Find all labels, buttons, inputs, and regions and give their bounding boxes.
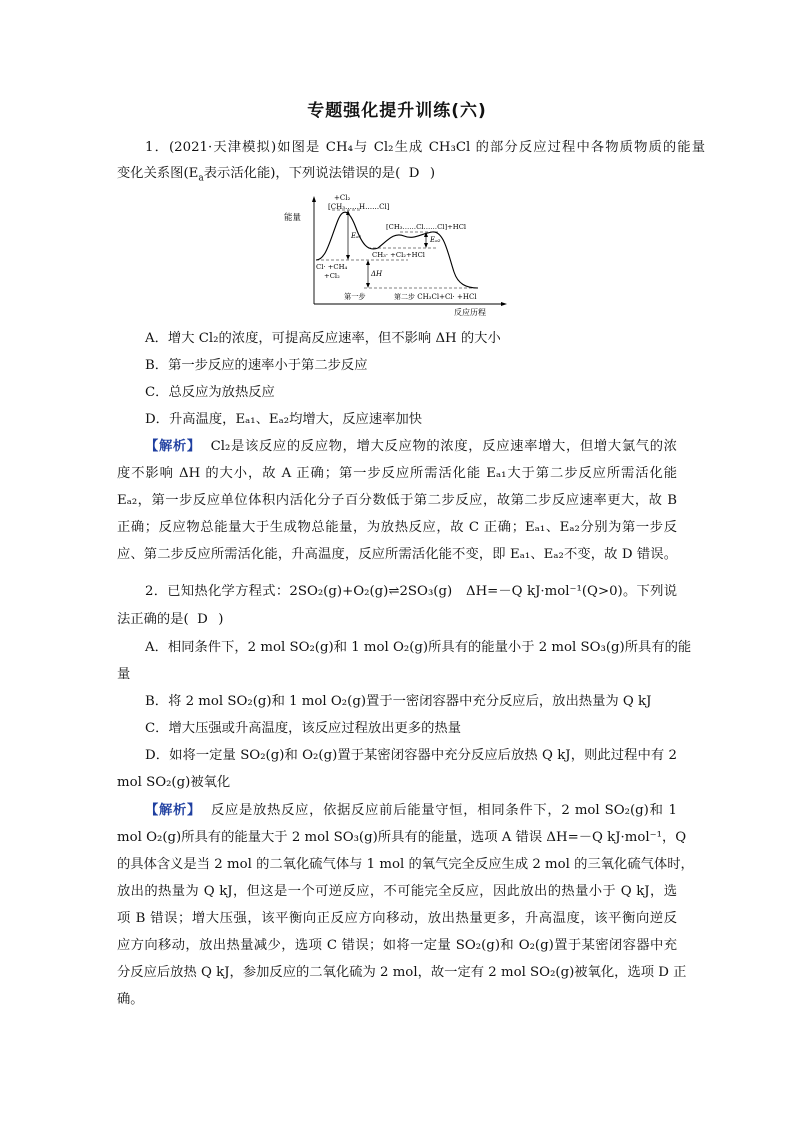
q1-stem-text-2: 表示活化能)，下列说法错误的是( — [203, 166, 401, 181]
q1-stem-line1: 1．(2021·天津模拟)如图是 CH₄与 Cl₂生成 CH₃Cl 的部分反应过程中各物质物质的能量 — [145, 140, 705, 155]
q2-analysis-text: 反应是放热反应，依据反应前后能量守恒，相同条件下，2 mol SO₂(g)和 1 — [210, 803, 677, 818]
q2-option-d-line1: D．如将一定量 SO₂(g)和 O₂(g)置于某密闭容器中充分反应后放热 Q kJ，则此过程中有 2 — [145, 748, 677, 763]
q1-answer: D — [408, 166, 422, 181]
ea2-label: Eₐ₂ — [430, 236, 441, 244]
q2-answer: D — [197, 612, 210, 627]
reactants-label-2: +Cl₂ — [324, 272, 340, 280]
q1-analysis-text: Cl₂是该反应的反应物，增大反应物的浓度，反应速率增大，但增大氯气的浓 — [210, 439, 677, 454]
q1-analysis-line1 — [145, 438, 677, 456]
q1-stem-text: 变化关系图(E — [117, 166, 199, 181]
step2-label: 第二步 CH₃Cl+Cl· +HCl — [394, 293, 477, 301]
q1-option-d: D．升高温度，Eₐ₁、Eₐ₂均增大，反应速率加快 — [145, 412, 423, 427]
q2-analysis-line1 — [145, 802, 677, 820]
q1-close-paren: ) — [429, 166, 436, 181]
q1-option-c: C．总反应为放热反应 — [145, 385, 275, 400]
q1-option-b: B．第一步反应的速率小于第二步反应 — [145, 358, 368, 373]
ts1-top-label: +Cl₂ — [334, 194, 351, 202]
q2-option-d-line2: mol SO₂(g)被氧化 — [117, 775, 231, 790]
q2-stem-text: 法正确的是( — [117, 612, 189, 627]
y-axis-arrow — [312, 196, 316, 202]
q2-option-c: C．增大压强或升高温度，该反应过程放出更多的热量 — [145, 721, 462, 736]
q1-analysis-tag: 【解析】 — [145, 439, 201, 454]
q2-option-a-line1: A．相同条件下，2 mol SO₂(g)和 1 mol O₂(g)所具有的能量小于 2 mol SO₃(g)所具有的能 — [145, 640, 692, 655]
q2-analysis-line8: 确。 — [117, 992, 144, 1007]
q2-close-paren: ) — [218, 612, 224, 627]
q2-analysis-line7: 分反应后放热 Q kJ，参加反应的二氧化硫为 2 mol，故一定有 2 mol SO₂(g)被氧化，选项 D 正 — [117, 965, 687, 980]
q2-stem-line2 — [117, 611, 223, 629]
intermediate-label: CH₃· +Cl₂+HCl — [372, 251, 425, 259]
ts1-label: [CH₃……H……Cl] — [328, 203, 390, 211]
q2-option-b: B．将 2 mol SO₂(g)和 1 mol O₂(g)置于一密闭容器中充分反应后，放出热量为 Q kJ — [145, 694, 652, 709]
q2-option-a-line2: 量 — [117, 667, 131, 682]
q1-analysis-line5: 应、第二步反应所需活化能，升高温度，反应所需活化能不变，即 Eₐ₁、Eₐ₂不变，故 D 错误。 — [117, 547, 677, 562]
q1-stem-line2 — [117, 165, 435, 183]
q2-analysis-line2: mol O₂(g)所具有的能量大于 2 mol SO₃(g)所具有的能量，选项 A 错误 ΔH=－Q kJ·mol⁻¹，Q — [117, 830, 687, 845]
q2-analysis-line6: 应方向移动，放出热量减少，选项 C 错误；如将一定量 SO₂(g)和 O₂(g)置于某密闭容器中充 — [117, 938, 677, 953]
q1-stem-sub: a — [198, 173, 204, 184]
step1-label: 第一步 — [344, 292, 366, 301]
y-axis-label: 能量 — [284, 213, 302, 223]
energy-diagram — [284, 192, 508, 318]
q2-stem-line1: 2．已知热化学方程式：2SO₂(g)+O₂(g)⇌2SO₃(g) ΔH=－Q kJ·mol⁻¹(Q>0)。下列说 — [145, 584, 677, 599]
page-title: 专题强化提升训练(六) — [307, 101, 487, 121]
x-axis-label: 反应历程 — [454, 308, 486, 317]
reactants-label-1: Cl· +CH₄ — [316, 263, 348, 271]
q1-analysis-line2: 度不影响 ΔH 的大小，故 A 正确；第一步反应所需活化能 Eₐ₁大于第二步反应所需活化能 — [117, 466, 677, 481]
ea1-label: Eₐ₁ — [351, 232, 362, 240]
ts2-label: [CH₃……Cl……Cl]+HCl — [386, 223, 467, 231]
q1-option-a: A．增大 Cl₂的浓度，可提高反应速率，但不影响 ΔH 的大小 — [145, 331, 501, 346]
q1-analysis-line4: 正确；反应物总能量大于生成物总能量，为放热反应，故 C 正确；Eₐ₁、Eₐ₂分别为第一步反 — [117, 520, 677, 535]
q2-analysis-line5: 项 B 错误；增大压强，该平衡向正反应方向移动，放出热量更多，升高温度，该平衡向逆反 — [117, 911, 677, 926]
x-axis-arrow — [501, 302, 507, 306]
q2-analysis-line4: 放出的热量为 Q kJ，但这是一个可逆反应，不可能完全反应，因此放出的热量小于 Q kJ，选 — [117, 884, 677, 899]
q2-analysis-line3: 的具体含义是当 2 mol 的二氧化硫气体与 1 mol 的氧气完全反应生成 2 mol 的三氧化硫气体时， — [117, 857, 694, 872]
q1-analysis-line3: Eₐ₂，第一步反应单位体积内活化分子百分数低于第二步反应，故第二步反应速率更大，故 B — [117, 493, 677, 508]
q2-analysis-tag: 【解析】 — [145, 803, 202, 818]
dh-label: ΔH — [371, 270, 383, 278]
